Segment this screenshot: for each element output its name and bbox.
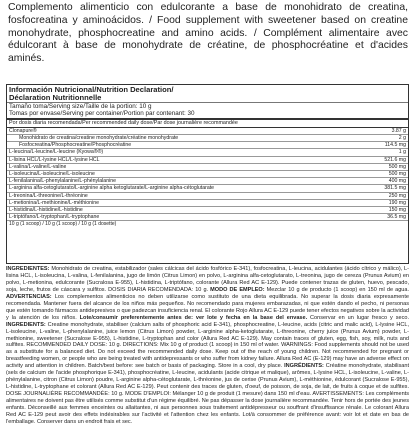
nutrient-value: 36.5 mg: [387, 214, 406, 221]
nutrient-value: 250 mg: [388, 192, 406, 199]
nutrient-label: Monohidrato de creatina/creatine monohydrate/créatine monohydrate: [19, 135, 179, 142]
product-description: Complemento alimenticio con edulcorante a base de monohidrato de creatina, fosfocreatina y aminoácidos. / Food supplement with sweetener based on creatine monohydrate, phosphocreatine and amino acids. / Complément alimentaire avec édulcorant à base de monohydrate de créatine, de phosphocréatine et d'acides aminés.: [8, 2, 408, 65]
nutrient-label: L-fenilalanina/L-phenylalanine/L-phénylalanine: [9, 178, 116, 185]
nutrient-row: [7, 135, 408, 142]
warnings-es: Los complementos alimenticios no deben utilizarse como sustituto de una dieta equilibrada. No superar la dosis diaria expresamente recomendada. Mantener fuera del alcance de los niños más pequeños. No recomendado para mujeres embarazadas, ni que estén dando el pecho, ni personas que estén tomando fármacos antidepresivos o que padezcan insuficiencia renal. El colorante Rojo Allura AC E-129 puede tener efectos negativos sobre la actividad y la atención de los niños.: [6, 293, 409, 321]
ingredients-fr: Créatine monohydrate, stabilisant (sels de calcium de l'acide phosphorique E-341), phosphocréatine, L-leucine, acidulants (acide citrique et malique), arômes, L-lysine HCL, L-isoleucine, L-valine, L-phénylalanine, citron (Citrus Limon) poudre, L-arginine alpha-cétoglutarate, L-thréonine, jus de cerise (Prunus Avium), L-méthionine, édulcorant (Sucralose E-955), L-histidine, L-tryptophane et colorant (Allura Red AC E-129). Peut contenir des traces de gluten, d'oeuf, de poisson, de soja, de lait, de fruits à coque et de sulfites. DOSE JOURNALIÈRE RECOMMANDÉE: 10 g. MODE D'EMPLOI: Mélanger 10 g de produit (1 mesure) dans 150 ml d'eau. AVERTISSEMENTS: Les compléments alimentaires ne doivent pas être utilisés comme substitut d'un régime équilibré. Ne pas dépasser la dose journalière recommandée. Tenir hors de portée des jeunes enfants. Déconseillé aux femmes enceintes ou allaitantes, ni aux personnes sous traitement antidépresseur ou souffrant d'insuffisance rénale. Le colorant Allura Red AC E-129 peut avoir des effets indésirables sur l'activité et l'attention chez les enfants. Lot/à consommer de préférence avant: voir lot et date en bas de l'emballage. Conserver dans un endroit frais et sec.: [6, 363, 409, 425]
nutrient-row: [7, 164, 408, 171]
nutrient-rows: [7, 128, 408, 222]
nutrient-label: L-histidina/L-histidine/L-histidine: [9, 207, 83, 214]
batch-es-label: Lote/consumir preferentemente antes de: ver lote y fecha en la base del envase.: [76, 314, 308, 321]
ingredients-es-label: INGREDIENTES:: [6, 266, 50, 272]
nutrient-value: 500 mg: [388, 171, 406, 178]
nutrient-row: [7, 171, 408, 178]
servings-per-container: Tomas por envase/Serving per container/Portion par contenant: 30: [9, 110, 195, 118]
panel-title-line-2: Déclaration Nutritionnelle: [9, 93, 102, 103]
nutrient-value: 521.6 mg: [384, 156, 406, 163]
nutrient-value: 381.5 mg: [384, 185, 406, 192]
ingredients-es: Monohidrato de creatina, estabilizador (sales cálcicas del ácido fosfórico E-341), fosfocreatina, L-leucina, acidulantes (ácido cítrico y málico), L-lisina HCL, L-isoleucina, L-valina, L-fenilalanina, jugo de limón (Citrus Limon) en polvo, L-arginina alfa-cetoglutarato, L-treonina, jugo de cereza (Prunus Avium) en polvo, L-metionina, edulcorante (Sucralosa E-955), L-histidina, L-triptófano, colorante (Allura Red AC E-129). Puede contener trazas de gluten, huevo, pescado, soja, leche, frutos de cáscara y sulfitos. DOSIS DIARIA RECOMENDADA: 10 g.: [6, 266, 409, 293]
nutrient-row: [7, 178, 408, 185]
nutrient-row: [7, 200, 408, 207]
ingredients-en-label: INGREDIENTS:: [6, 321, 46, 328]
ingredients-fr-label: INGRÉDIENTS:: [284, 363, 324, 370]
nutrient-value: 3.87 g: [391, 127, 406, 134]
panel-title: [7, 85, 408, 102]
nutrient-row: [7, 149, 408, 156]
nutrient-value: 114.5 mg: [384, 142, 406, 149]
nutrient-row: [7, 157, 408, 164]
ingredients-text: [6, 266, 409, 426]
nutrient-label: L-isoleucina/L-isoleucine/L-isoleucine: [9, 171, 95, 178]
nutrient-value: 400 mg: [388, 178, 406, 185]
nutrient-label: L-arginina alfa-cetoglutarato/L-arginine alpha ketoglutarate/L-arginine alpha-cétoglutarate: [9, 185, 215, 192]
nutrient-label: L-valina/L-valine/L-valine: [9, 163, 67, 170]
nutrient-row: [7, 128, 408, 135]
directions-es-label: MODO DE EMPLEO:: [208, 286, 265, 293]
ingredients-en: Creatine monohydrate, stabiliser (calcium salts of phosphoric acid E-341), phosphocreatine, L-leucine, acids (citric and malic acid), L-lysine HCL, L-isoleucine, L-valine, L-phenylalanine, juice lemon (Citrus Limon) powder, L-arginine alpha-ketoglutarate, L-threonine, cherry juice (Prunus Avium) powder, L-methionine, sweetener (Sucralose E-955), L-histidine, L-tryptophan and color (Allura Red AC E-129). May contain traces of gluten, egg, fish, soy, milk, nuts and sulfites. RECOMMENDED DAILY DOSE: 10 g. DIRECTIONS: Mix 10 g of product (1 scoop) in 150 ml of water. WARNINGS: Food supplements should not be used as a substitute for a balanced diet. Do not exceed the recommended daily dose. Keep out of the reach of young children. Not recommended for pregnant or breastfeeding women, or people who are being treated with antidepressants or who suffer from kidney failure. Allura Red AC (E-129) may have an adverse effect on activity and attention in children. Batch/best before: see batch or basis of packaging. Store in a cool, dry place.: [6, 321, 409, 370]
directions-es: Mezclar 10 g de producto (1 scoop) en 150 ml de agua.: [264, 286, 409, 293]
nutrient-label: L-leucina/L-leucine/L-leucine (Kyowa®®): [9, 149, 104, 156]
nutrient-label: L-treonina/L-threonine/L-thréonine: [9, 192, 88, 199]
nutrient-value: 2 g: [398, 135, 406, 142]
nutrient-label: L-metionina/L-methionine/L-méthionine: [9, 199, 99, 206]
column-header: Por dosis diaria recomendada/Per recommended daily dose/Par dose journalière recommandée: [7, 120, 408, 127]
storage-es: Conservar en un lugar fresco y seco.: [307, 314, 409, 321]
nutrient-value: 1 g: [398, 149, 406, 156]
nutrient-row: [7, 214, 408, 221]
nutrient-row: [7, 207, 408, 214]
nutrient-value: 150 mg: [388, 207, 406, 214]
nutrient-value: 190 mg: [388, 199, 406, 206]
nutrient-row: [7, 142, 408, 149]
panel-footnote: 10 g (1 scoop) / 10 g (1 scoop) / 10 g (1 dosette): [9, 221, 117, 228]
nutrient-row: [7, 193, 408, 200]
serving-size: Tamaño toma/Serving size/Taille de la portion: 10 g: [9, 103, 152, 111]
nutrient-label: L-lisina HCL/L-lysine HCL/L-lysine HCL: [9, 156, 100, 163]
nutrient-row: [7, 185, 408, 192]
nutrient-value: 500 mg: [388, 163, 406, 170]
nutrient-label: L-triptófano/L-tryptophan/L-tryptophane: [9, 214, 100, 221]
panel-title-line-1: Información Nutricional/Nutrition Declaration/: [9, 85, 174, 94]
nutrition-panel: [6, 84, 409, 264]
nutrient-label: Clonapure®: [9, 127, 37, 134]
nutrient-label: Fosfocreatina/Phosphocreatine/Phosphocréatine: [19, 142, 132, 149]
warnings-es-label: ADVERTENCIAS:: [6, 293, 52, 300]
